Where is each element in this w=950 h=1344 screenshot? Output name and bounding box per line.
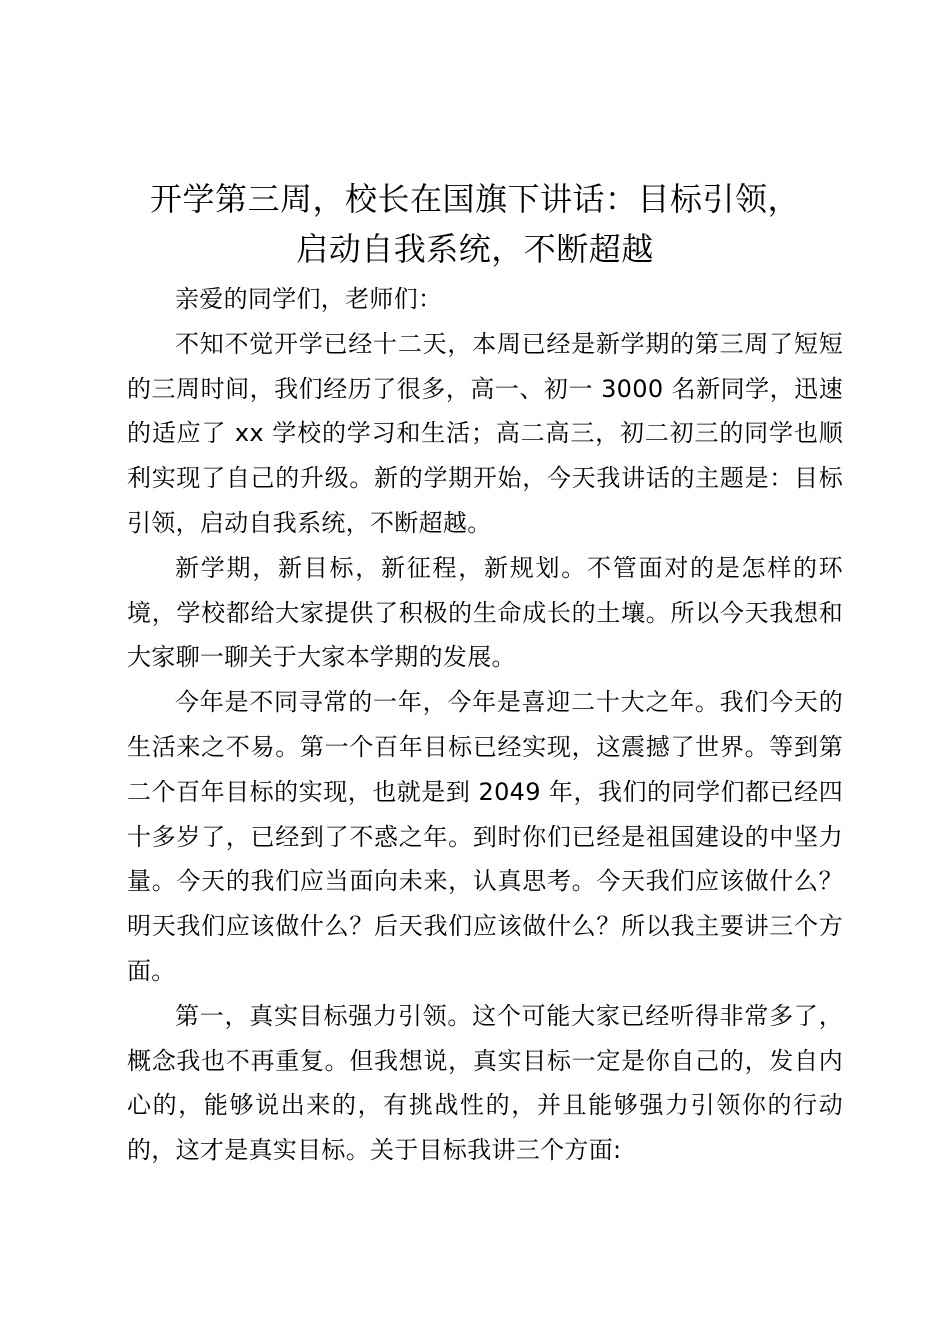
paragraph: 新学期，新目标，新征程，新规划。不管面对的是怎样的环境，学校都给大家提供了积极的生命成长的土壤。所以今天我想和大家聊一聊关于大家本学期的发展。 [127,553,843,672]
document-title [110,174,840,274]
title-line-2: 启动自我系统，不断超越 [296,230,654,268]
paragraph-greeting: 亲爱的同学们，老师们： [175,285,443,313]
title-line-1: 开学第三周，校长在国旗下讲话：目标引领， [149,180,800,218]
paragraph: 第一，真实目标强力引领。这个可能大家已经听得非常多了，概念我也不再重复。但我想说，真实目标一定是你自己的，发自内心的，能够说出来的，有挑战性的，并且能够强力引领你的行动的，这才是真实目标。关于目标我讲三个方面: [127,1001,843,1165]
paragraph: 不知不觉开学已经十二天，本周已经是新学期的第三周了短短的三周时间，我们经历了很多，高一、初一 3000 名新同学，迅速的适应了 xx 学校的学习和生活；高二高三，初二初三的同学也顺利实现了自己的升级。新的学期开始，今天我讲话的主题是：目标引领，启动自我系统，不断超越。 [127,329,843,537]
paragraph: 今年是不同寻常的一年，今年是喜迎二十大之年。我们今天的生活来之不易。第一个百年目标已经实现，这震撼了世界。等到第二个百年目标的实现，也就是到 2049 年，我们的同学们都已经四十多岁了，已经到了不惑之年。到时你们已经是祖国建设的中坚力量。今天的我们应当面向未来，认真思考。今天我们应该做什么？明天我们应该做什么？后天我们应该做什么？所以我主要讲三个方面。 [127,688,843,985]
document-body [127,277,843,1173]
